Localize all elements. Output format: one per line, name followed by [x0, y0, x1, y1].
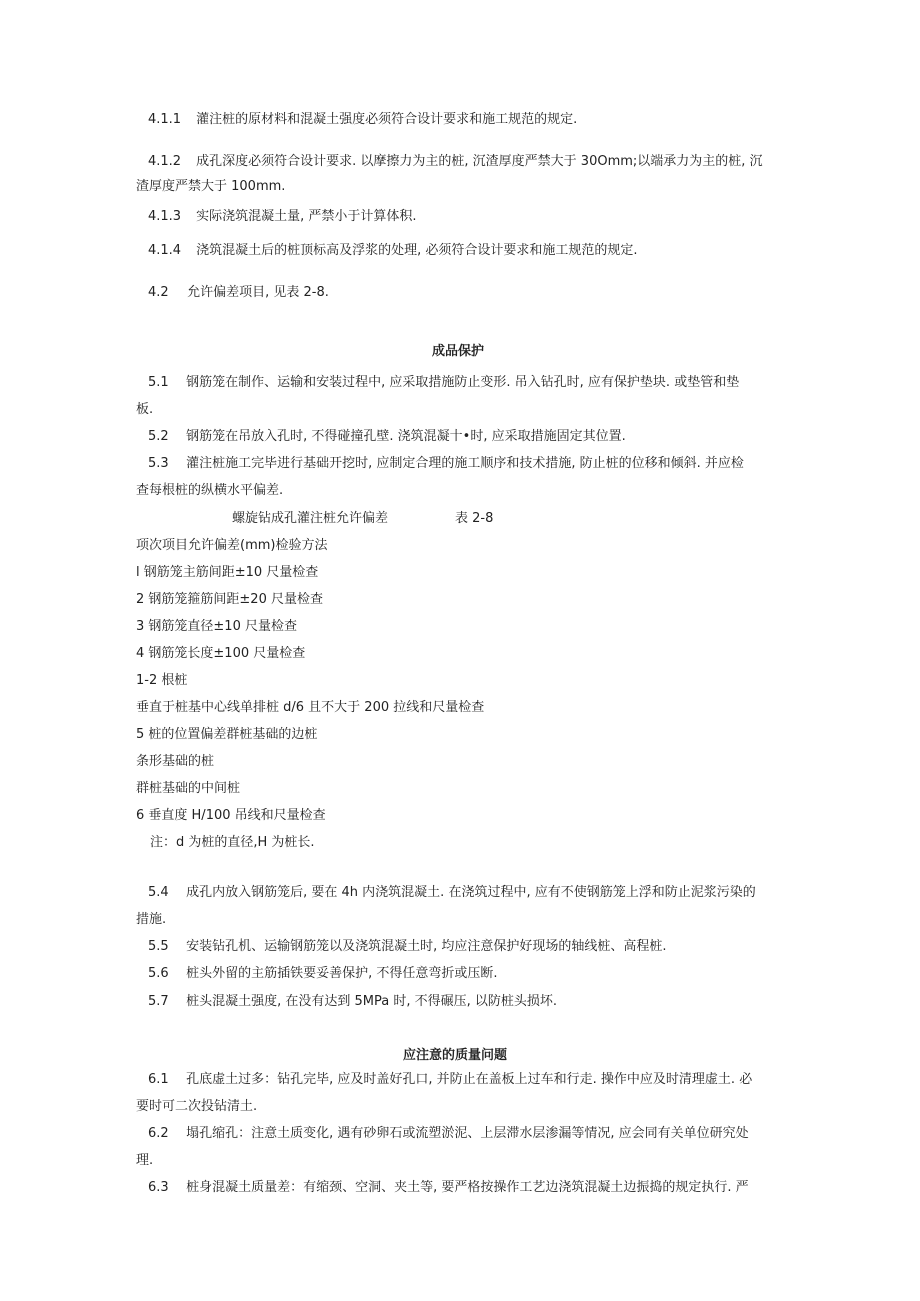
- clause-number: 5.3: [148, 456, 169, 471]
- table-number: 表 2-8: [455, 511, 494, 526]
- clause-text: 桩头混凝土强度, 在没有达到 5MPa 时, 不得碾压, 以防桩头损坏.: [186, 994, 558, 1009]
- clause-4-1-4: [148, 242, 638, 260]
- clause-4-1-3: [148, 208, 417, 226]
- clause-6-3: [148, 1179, 749, 1197]
- clause-6-1: [148, 1071, 752, 1089]
- clause-text: 浇筑混凝土后的桩顶标高及浮浆的处理, 必须符合设计要求和施工规范的规定.: [196, 243, 638, 258]
- clause-5-2: [148, 428, 626, 446]
- clause-4-1-2: [148, 153, 763, 171]
- clause-5-7: [148, 993, 557, 1011]
- clause-5-4: [148, 884, 756, 902]
- table-line: 条形基础的桩: [136, 754, 215, 769]
- clause-5-3: [148, 455, 744, 473]
- table-line: l 钢筋笼主筋间距±10 尺量检查: [136, 565, 319, 580]
- clause-number: 5.7: [148, 994, 169, 1009]
- table-line: 垂直于桩基中心线单排桩 d/6 且不大于 200 拉线和尺量检查: [136, 700, 485, 715]
- clause-number: 5.5: [148, 939, 169, 954]
- clause-number: 5.1: [148, 375, 169, 390]
- clause-number: 4.1.4: [148, 243, 182, 258]
- clause-6-2: [148, 1125, 749, 1143]
- clause-number: 4.1.3: [148, 209, 182, 224]
- clause-5-3-continued: 查每根桩的纵横水平偏差.: [136, 483, 284, 498]
- clause-5-6: [148, 965, 498, 983]
- clause-number: 5.2: [148, 429, 169, 444]
- clause-5-1-continued: 板.: [136, 402, 154, 417]
- clause-6-2-continued: 理.: [136, 1153, 154, 1168]
- clause-number: 6.2: [148, 1126, 169, 1141]
- clause-number: 4.1.1: [148, 112, 182, 127]
- clause-text: 钢筋笼在制作、运输和安装过程中, 应采取措施防止变形. 吊入钻孔时, 应有保护垫块. 或垫管和垫: [186, 375, 740, 390]
- clause-4-1-1: [148, 111, 577, 129]
- clause-text: 允许偏差项目, 见表 2-8.: [187, 285, 329, 300]
- clause-text: 桩身混凝土质量差：有缩颈、空洞、夹土等, 要严格按操作工艺边浇筑混凝土边振捣的规定执行. 严: [186, 1180, 749, 1195]
- clause-text: 塌孔缩孔：注意土质变化, 遇有砂卵石或流塑淤泥、上层滞水层渗漏等情况, 应会同有关单位研究处: [186, 1126, 749, 1141]
- clause-number: 5.6: [148, 966, 169, 981]
- clause-number: 5.4: [148, 885, 169, 900]
- clause-number: 4.2: [148, 285, 169, 300]
- table-line: 4 钢筋笼长度±100 尺量检查: [136, 646, 306, 661]
- clause-number: 6.1: [148, 1072, 169, 1087]
- clause-6-1-continued: 要时可二次投钻清土.: [136, 1099, 258, 1114]
- section-title-quality-issues: 应注意的质量问题: [403, 1048, 508, 1063]
- table-caption: 螺旋钻成孔灌注桩允许偏差: [232, 511, 389, 526]
- clause-4-1-2-continued: 渣厚度严禁大于 100mm.: [136, 179, 286, 194]
- table-line: 5 桩的位置偏差群桩基础的边桩: [136, 727, 318, 742]
- table-line: 群桩基础的中间桩: [136, 781, 241, 796]
- clause-text: 灌注桩的原材料和混凝土强度必须符合设计要求和施工规范的规定.: [196, 112, 578, 127]
- clause-text: 灌注桩施工完毕进行基础开挖时, 应制定合理的施工顺序和技术措施, 防止桩的位移和倾斜. 并应检: [186, 456, 744, 471]
- clause-text: 实际浇筑混凝土量, 严禁小于计算体积.: [196, 209, 417, 224]
- clause-5-5: [148, 938, 667, 956]
- table-line: 2 钢筋笼箍筋间距±20 尺量检查: [136, 592, 323, 607]
- clause-5-4-continued: 措施.: [136, 912, 167, 927]
- table-line: 3 钢筋笼直径±10 尺量检查: [136, 619, 297, 634]
- table-line: 1-2 根桩: [136, 673, 188, 688]
- section-title-product-protection: 成品保护: [432, 344, 485, 359]
- clause-text: 钢筋笼在吊放入孔时, 不得碰撞孔壁. 浇筑混凝十•时, 应采取措施固定其位置.: [186, 429, 626, 444]
- table-line: 6 垂直度 H/100 吊线和尺量检查: [136, 808, 326, 823]
- clause-text: 成孔深度必须符合设计要求. 以摩擦力为主的桩, 沉渣厚度严禁大于 30Omm;以端承力为主的桩, 沉: [196, 154, 763, 169]
- clause-4-2: [148, 284, 329, 302]
- table-line: 项次项目允许偏差(mm)检验方法: [136, 538, 328, 553]
- table-note: 注：d 为桩的直径,H 为桩长.: [150, 835, 315, 850]
- clause-number: 4.1.2: [148, 154, 182, 169]
- clause-text: 安装钻孔机、运输钢筋笼以及浇筑混凝土时, 均应注意保护好现场的轴线桩、高程桩.: [186, 939, 667, 954]
- clause-text: 桩头外留的主筋插铁要妥善保护, 不得任意弯折或压断.: [186, 966, 498, 981]
- clause-text: 成孔内放入钢筋笼后, 要在 4h 内浇筑混凝土. 在浇筑过程中, 应有不使钢筋笼上浮和防止泥浆污染的: [186, 885, 756, 900]
- clause-text: 孔底虚土过多：钻孔完毕, 应及时盖好孔口, 并防止在盖板上过车和行走. 操作中应及时清理虚土. 必: [186, 1072, 753, 1087]
- clause-5-1: [148, 374, 739, 392]
- clause-number: 6.3: [148, 1180, 169, 1195]
